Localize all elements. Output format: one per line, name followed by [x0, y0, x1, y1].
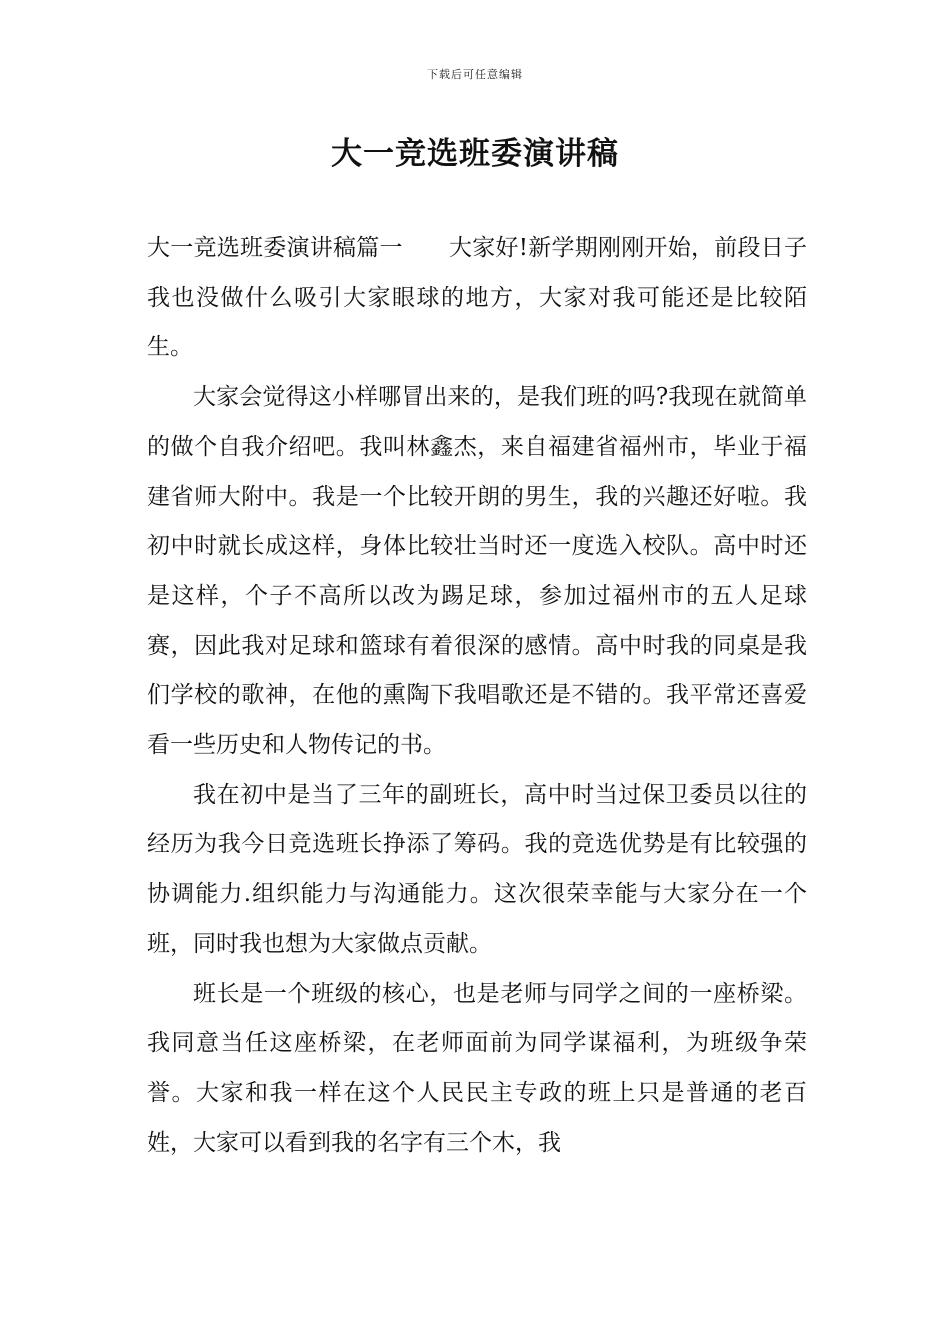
- header-note: 下载后可任意编辑: [427, 68, 523, 81]
- document-body: [147, 224, 807, 1168]
- paragraph-1: [147, 224, 807, 373]
- paragraph-2: 大家会觉得这小样哪冒出来的，是我们班的吗?我现在就简单的做个自我介绍吧。我叫林鑫杰，来自福建省福州市，毕业于福建省师大附中。我是一个比较开朗的男生，我的兴趣还好啦。我初中时就长成这样，身体比较壮当时还一度选入校队。高中时还是这样，个子不高所以改为踢足球，参加过福州市的五人足球赛，因此我对足球和篮球有着很深的感情。高中时我的同桌是我们学校的歌神，在他的熏陶下我唱歌还是不错的。我平常还喜爱看一些历史和人物传记的书。: [147, 384, 807, 759]
- section-heading: 大一竞选班委演讲稿篇一: [147, 235, 403, 261]
- page-title: 大一竞选班委演讲稿: [331, 136, 619, 172]
- paragraph-1-text: 大家好!新学期刚刚开始，前段日子我也没做什么吸引大家眼球的地方，大家对我可能还是比较陌生。: [147, 235, 807, 361]
- paragraph-3: 我在初中是当了三年的副班长，高中时当过保卫委员以往的经历为我今日竞选班长挣添了筹码。我的竞选优势是有比较强的协调能力.组织能力与沟通能力。这次很荣幸能与大家分在一个班，同时我也想为大家做点贡献。: [147, 781, 807, 957]
- paragraph-4: 班长是一个班级的核心，也是老师与同学之间的一座桥梁。我同意当任这座桥梁，在老师面前为同学谋福利，为班级争荣誉。大家和我一样在这个人民民主专政的班上只是普通的老百姓，大家可以看到我的名字有三个木，我: [147, 980, 807, 1156]
